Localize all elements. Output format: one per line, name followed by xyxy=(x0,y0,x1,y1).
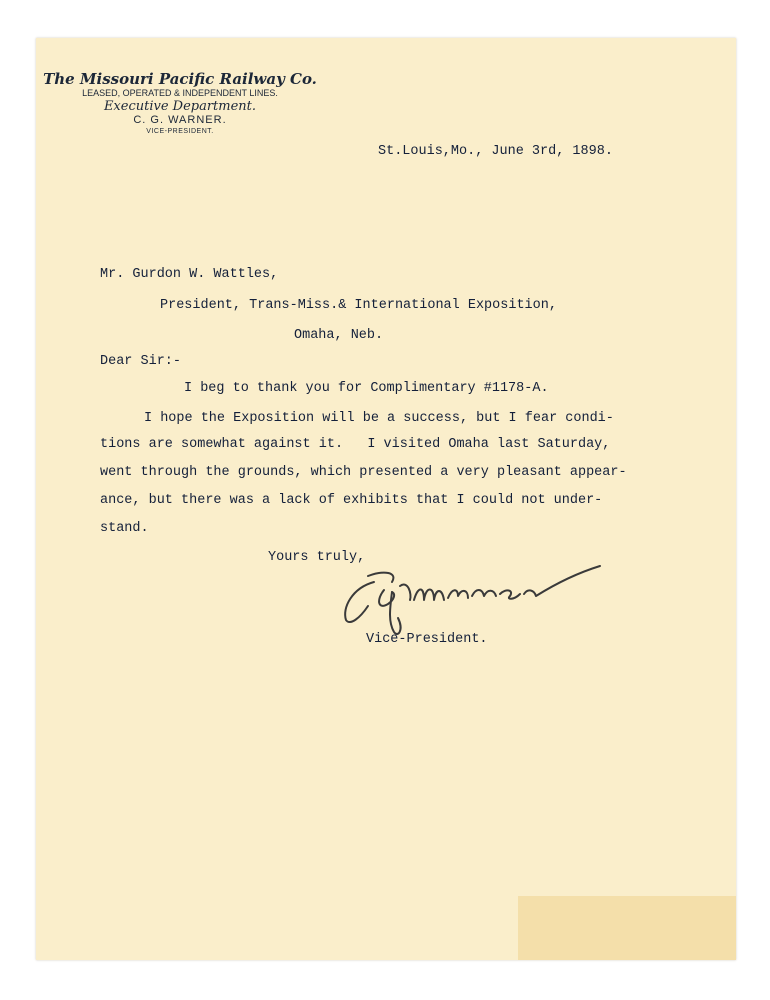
letterhead-officer-title: VICE-PRESIDENT. xyxy=(146,128,214,135)
handwritten-signature xyxy=(338,560,610,640)
recipient-title: President, Trans-Miss.& International Exposition, xyxy=(160,298,557,313)
body-line: I hope the Exposition will be a success, but I fear condi- xyxy=(144,411,614,426)
body-line: I beg to thank you for Complimentary #1178-A. xyxy=(184,381,549,396)
body-line: went through the grounds, which presented a very pleasant appear- xyxy=(100,465,627,480)
place-date: St.Louis,Mo., June 3rd, 1898. xyxy=(378,144,613,159)
body-line: ance, but there was a lack of exhibits that I could not under- xyxy=(100,493,603,508)
letterhead xyxy=(40,70,320,137)
recipient-name: Mr. Gurdon W. Wattles, xyxy=(100,267,279,282)
letterhead-officer-name: C. G. WARNER. xyxy=(133,114,227,126)
paper-stain xyxy=(518,896,736,960)
letterhead-lines-note: LEASED, OPERATED & INDEPENDENT LINES. xyxy=(82,88,278,98)
closing: Yours truly, xyxy=(268,550,366,565)
letterhead-company: The Missouri Pacific Railway Co. xyxy=(43,70,317,88)
salutation: Dear Sir:- xyxy=(100,354,182,369)
letterhead-department: Executive Department. xyxy=(103,99,257,114)
recipient-location: Omaha, Neb. xyxy=(294,328,384,343)
body-line: tions are somewhat against it. I visited Omaha last Saturday, xyxy=(100,437,611,452)
body-line: stand. xyxy=(100,521,149,536)
signer-title: Vice-President. xyxy=(366,632,488,647)
